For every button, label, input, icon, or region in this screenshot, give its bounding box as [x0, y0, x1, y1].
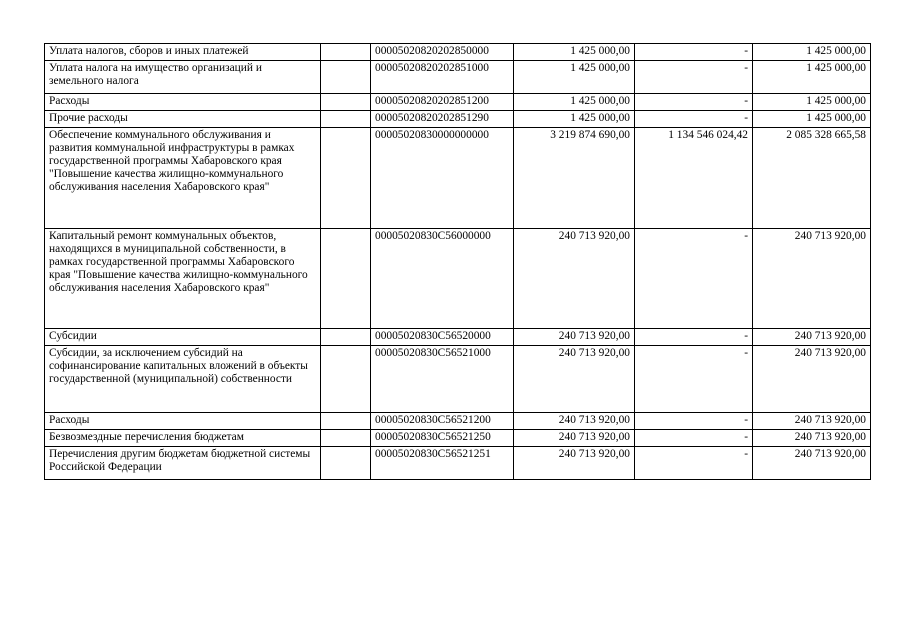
table-row: [45, 128, 871, 229]
expense-name: Уплата налогов, сборов и иных платежей: [45, 44, 321, 61]
expense-name: Перечисления другим бюджетам бюджетной системы Российской Федерации: [45, 447, 321, 480]
remaining-amount: 2 085 328 665,58: [753, 128, 871, 229]
approved-amount: 240 713 920,00: [514, 346, 635, 413]
classification-code: 00005020820202850000: [371, 44, 514, 61]
remaining-amount: 1 425 000,00: [753, 44, 871, 61]
table-row: [45, 229, 871, 329]
approved-amount: 240 713 920,00: [514, 430, 635, 447]
remaining-amount: 240 713 920,00: [753, 346, 871, 413]
empty-cell: [321, 44, 371, 61]
approved-amount: 240 713 920,00: [514, 229, 635, 329]
classification-code: 00005020830С56521000: [371, 346, 514, 413]
budget-execution-table: [44, 43, 871, 480]
executed-amount: -: [635, 94, 753, 111]
approved-amount: 240 713 920,00: [514, 413, 635, 430]
remaining-amount: 1 425 000,00: [753, 61, 871, 94]
expense-name: Расходы: [45, 94, 321, 111]
empty-cell: [321, 111, 371, 128]
expense-name: Расходы: [45, 413, 321, 430]
empty-cell: [321, 413, 371, 430]
approved-amount: 240 713 920,00: [514, 447, 635, 480]
classification-code: 00005020830С56521200: [371, 413, 514, 430]
classification-code: 00005020830С56521251: [371, 447, 514, 480]
classification-code: 00005020830С56000000: [371, 229, 514, 329]
empty-cell: [321, 61, 371, 94]
executed-amount: -: [635, 346, 753, 413]
classification-code: 00005020830С56521250: [371, 430, 514, 447]
empty-cell: [321, 94, 371, 111]
executed-amount: -: [635, 413, 753, 430]
expense-name: Субсидии, за исключением субсидий на софинансирование капитальных вложений в объекты государственной (муниципальной) собственности: [45, 346, 321, 413]
classification-code: 00005020820202851200: [371, 94, 514, 111]
table-row: [45, 413, 871, 430]
expense-name: Капитальный ремонт коммунальных объектов, находящихся в муниципальной собственности, в рамках государственной программы Хабаровского края "Повышение качества жилищно-коммунального обслуживания населения Хабаровского края": [45, 229, 321, 329]
remaining-amount: 240 713 920,00: [753, 329, 871, 346]
table-row: [45, 430, 871, 447]
table-row: [45, 111, 871, 128]
executed-amount: -: [635, 447, 753, 480]
table-row: [45, 94, 871, 111]
empty-cell: [321, 346, 371, 413]
executed-amount: -: [635, 61, 753, 94]
empty-cell: [321, 447, 371, 480]
remaining-amount: 1 425 000,00: [753, 111, 871, 128]
empty-cell: [321, 329, 371, 346]
remaining-amount: 1 425 000,00: [753, 94, 871, 111]
approved-amount: 240 713 920,00: [514, 329, 635, 346]
expense-name: Субсидии: [45, 329, 321, 346]
classification-code: 00005020820202851290: [371, 111, 514, 128]
approved-amount: 3 219 874 690,00: [514, 128, 635, 229]
approved-amount: 1 425 000,00: [514, 44, 635, 61]
expense-name: Обеспечение коммунального обслуживания и развития коммунальной инфраструктуры в рамках государственной программы Хабаровского края "Повышение качества жилищно-коммунального обслуживания населения Хабаровского края": [45, 128, 321, 229]
executed-amount: -: [635, 430, 753, 447]
executed-amount: -: [635, 329, 753, 346]
executed-amount: 1 134 546 024,42: [635, 128, 753, 229]
remaining-amount: 240 713 920,00: [753, 229, 871, 329]
approved-amount: 1 425 000,00: [514, 94, 635, 111]
executed-amount: -: [635, 44, 753, 61]
table-row: [45, 329, 871, 346]
expense-name: Прочие расходы: [45, 111, 321, 128]
classification-code: 00005020830С56520000: [371, 329, 514, 346]
approved-amount: 1 425 000,00: [514, 111, 635, 128]
table-row: [45, 44, 871, 61]
expense-name: Уплата налога на имущество организаций и земельного налога: [45, 61, 321, 94]
executed-amount: -: [635, 229, 753, 329]
approved-amount: 1 425 000,00: [514, 61, 635, 94]
empty-cell: [321, 128, 371, 229]
executed-amount: -: [635, 111, 753, 128]
table-row: [45, 447, 871, 480]
table-row: [45, 61, 871, 94]
classification-code: 00005020830000000000: [371, 128, 514, 229]
empty-cell: [321, 430, 371, 447]
classification-code: 00005020820202851000: [371, 61, 514, 94]
remaining-amount: 240 713 920,00: [753, 413, 871, 430]
empty-cell: [321, 229, 371, 329]
table-row: [45, 346, 871, 413]
remaining-amount: 240 713 920,00: [753, 430, 871, 447]
expense-name: Безвозмездные перечисления бюджетам: [45, 430, 321, 447]
remaining-amount: 240 713 920,00: [753, 447, 871, 480]
